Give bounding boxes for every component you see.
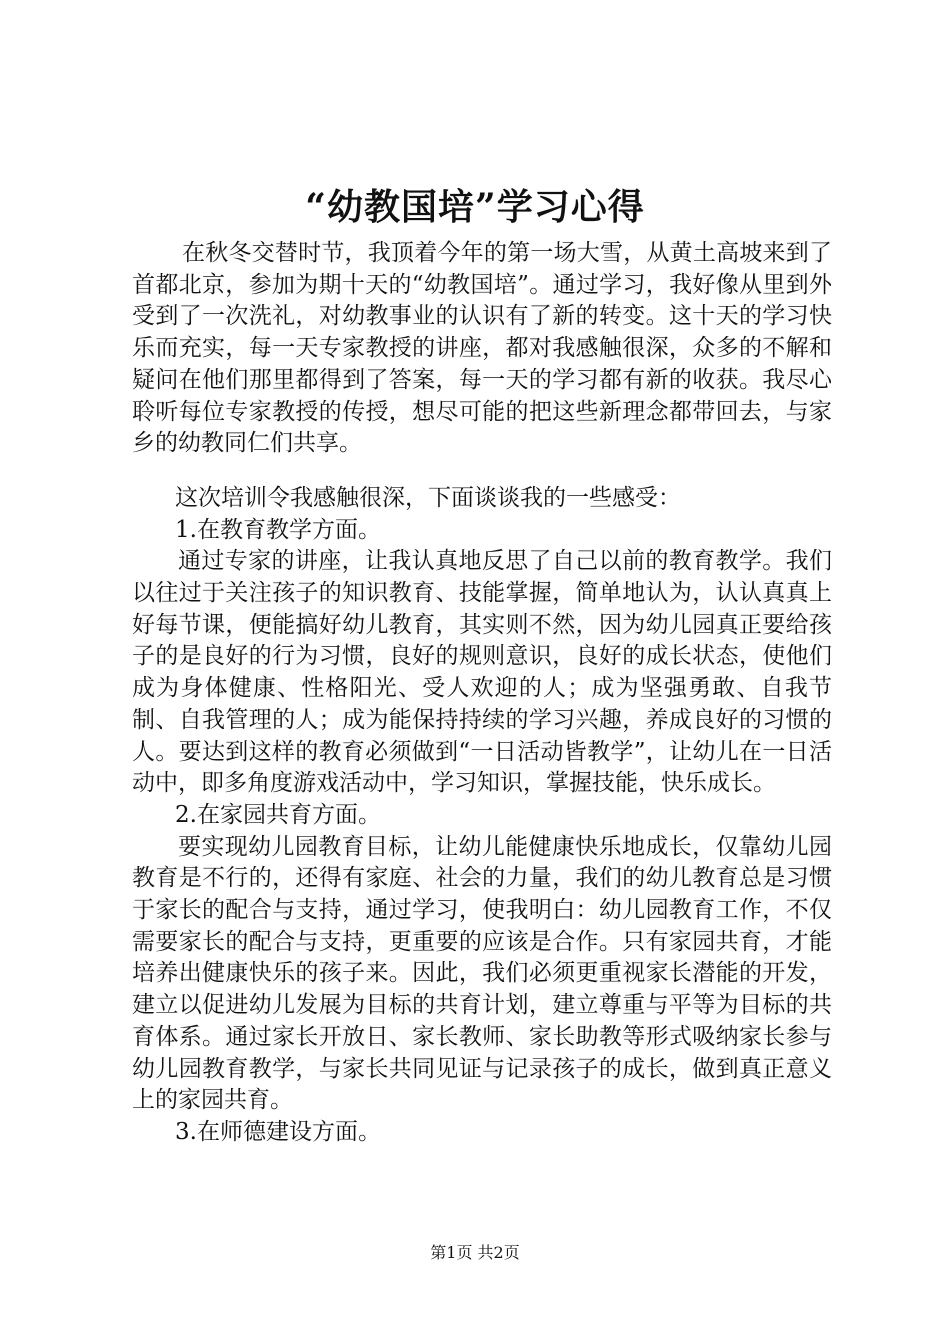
section-heading-ethics: 3.在师德建设方面。 [175, 1118, 381, 1145]
intro-paragraph: 在秋冬交替时节，我顶着今年的第一场大雪，从黄土高坡来到了首都北京，参加为期十天的“幼教国培”。通过学习，我好像从里到外受到了一次洗礼，对幼教事业的认识有了新的转变。这十天的学习快乐而充实，每一天专家教授的讲座，都对我感触很深，众多的不解和疑问在他们那里都得到了答案，每一天的学习都有新的收获。我尽心聆听每位专家教授的传授，想尽可能的把这些新理念都带回去，与家乡的幼教同仁们共享。 [132, 240, 832, 457]
paragraph-gap [132, 460, 832, 483]
section-heading-home-school: 2.在家园共育方面。 [175, 801, 381, 828]
teaching-paragraph: 通过专家的讲座，让我认真地反思了自己以前的教育教学。我们以往过于关注孩子的知识教育、技能掌握，简单地认为，认认真真上好每节课，便能搞好幼儿教育，其实则不然，因为幼儿园真正要给孩子的是良好的行为习惯，良好的规则意识，良好的成长状态，使他们成为身体健康、性格阳光、受人欢迎的人；成为坚强勇敢、自我节制、自我管理的人；成为能保持持续的学习兴趣，养成良好的习惯的人。要达到这样的教育必须做到“一日活动皆教学”，让幼儿在一日活动中，即多角度游戏活动中，学习知识，掌握技能，快乐成长。 [132, 548, 832, 797]
page-footer: 第1页 共2页 [430, 1243, 520, 1262]
home-school-paragraph: 要实现幼儿园教育目标，让幼儿能健康快乐地成长，仅靠幼儿园教育是不行的，还得有家庭、社会的力量，我们的幼儿教育总是习惯于家长的配合与支持，通过学习，使我明白：幼儿园教育工作，不仅需要家长的配合与支持，更重要的应该是合作。只有家园共育，才能培养出健康快乐的孩子来。因此，我们必须更重视家长潜能的开发，建立以促进幼儿发展为目标的共育计划，建立尊重与平等为目标的共育体系。通过家长开放日、家长教师、家长助教等形式吸纳家长参与幼儿园教育教学，与家长共同见证与记录孩子的成长，做到真正意义上的家园共育。 [132, 833, 832, 1114]
document-body [132, 238, 832, 1149]
section-heading-teaching: 1.在教育教学方面。 [175, 516, 381, 543]
document-title: “幼教国培”学习心得 [305, 186, 645, 228]
summary-sentence: 这次培训令我感触很深，下面谈谈我的一些感受： [175, 484, 681, 511]
